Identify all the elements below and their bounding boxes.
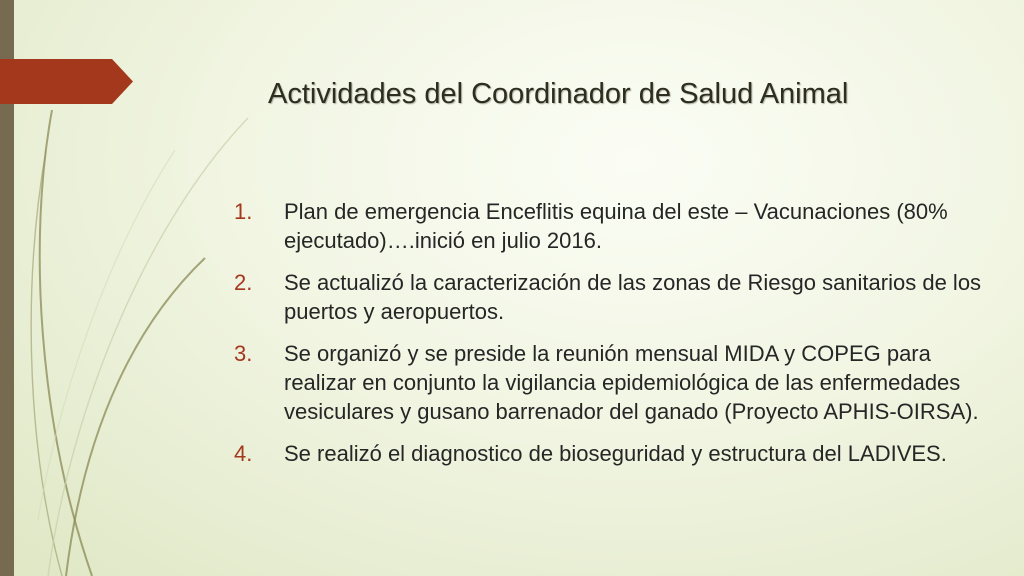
item-text: Se organizó y se preside la reunión mensual MIDA y COPEG para realizar en conjunto la vigilancia epidemiológica de las enfermedades vesiculares y gusano barrenador del ganado (Proyecto APHIS-OIRSA). bbox=[284, 341, 979, 424]
item-number: 1. bbox=[234, 199, 253, 224]
item-text: Plan de emergencia Enceflitis equina del este – Vacunaciones (80% ejecutado)….inició en julio 2016. bbox=[284, 199, 948, 253]
item-text: Se realizó el diagnostico de bioseguridad y estructura del LADIVES. bbox=[284, 441, 947, 466]
activities-list bbox=[234, 197, 994, 481]
list-item bbox=[234, 339, 994, 426]
title-accent-arrow bbox=[0, 59, 133, 104]
item-number: 2. bbox=[234, 270, 253, 295]
item-text: Se actualizó la caracterización de las zonas de Riesgo sanitarios de los puertos y aeropuertos. bbox=[284, 270, 982, 324]
list-item bbox=[234, 197, 994, 255]
item-number: 3. bbox=[234, 341, 253, 366]
slide-title: Actividades del Coordinador de Salud Animal bbox=[268, 78, 849, 110]
list-item bbox=[234, 268, 994, 326]
list-item bbox=[234, 439, 994, 468]
item-number: 4. bbox=[234, 441, 253, 466]
